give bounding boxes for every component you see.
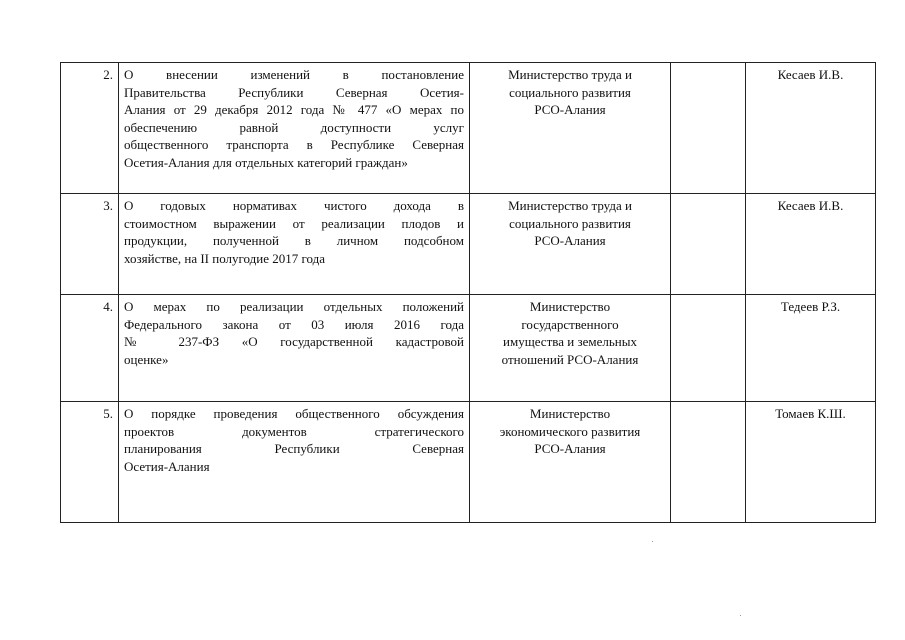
title-line: обеспечению равной доступности услуг [124,119,464,135]
ministry-line: отношений РСО-Алания [501,351,639,367]
ministry-line: социального развития [509,215,631,231]
title-line: хозяйстве, на II полугодие 2017 года [124,250,326,266]
ministry-line: Министерство труда и [508,198,632,213]
responsible-person: Тедеев Р.З. [746,295,876,402]
title-line: О внесении изменений в постановление [124,67,464,82]
ministry-line: РСО-Алания [534,441,606,456]
table-row [61,194,876,295]
responsible-ministry [470,295,671,402]
title-line: О годовых нормативах чистого дохода в [124,198,464,213]
ministry-line: Министерство [529,406,611,421]
title-line: планирования Республики Северная [124,441,464,456]
agenda-item-title [119,63,470,194]
responsible-ministry [470,194,671,295]
agenda-item-title [119,402,470,523]
title-line: Алания от 29 декабря 2012 года № 477 «О мерах по [124,102,464,117]
responsible-person: Кесаев И.В. [746,194,876,295]
ministry-line: социального развития [509,84,631,100]
title-line: проектов документов стратегического [124,423,464,439]
title-line: стоимостном выражении от реализации плодов и [124,215,464,231]
responsible-ministry [470,402,671,523]
table-row [61,402,876,523]
ministry-line: РСО-Алания [534,102,606,117]
agenda-table [60,62,876,523]
responsible-ministry [470,63,671,194]
empty-cell [671,295,746,402]
title-line: Осетия-Алания [124,458,210,474]
title-line: общественного транспорта в Республике Северная [124,137,464,152]
ministry-line: Министерство труда и [508,67,632,82]
agenda-item-title [119,194,470,295]
scan-speck [652,541,653,542]
title-line: О порядке проведения общественного обсуждения [124,406,464,421]
responsible-person: Томаев К.Ш. [746,402,876,523]
row-number: 5. [61,402,119,523]
ministry-line: РСО-Алания [534,233,606,248]
row-number: 3. [61,194,119,295]
empty-cell [671,63,746,194]
title-line: Федерального закона от 03 июля 2016 года [124,316,464,332]
ministry-line: государственного [521,316,619,332]
title-line: Правительства Республики Северная Осетия- [124,84,464,100]
empty-cell [671,194,746,295]
responsible-person: Кесаев И.В. [746,63,876,194]
row-number: 4. [61,295,119,402]
ministry-line: Министерство [529,299,611,314]
title-line: Осетия-Алания для отдельных категорий граждан» [124,154,408,170]
title-line: О мерах по реализации отдельных положений [124,299,464,314]
table-row [61,63,876,194]
title-line: оценке» [124,351,169,367]
ministry-line: имущества и земельных [503,334,637,349]
ministry-line: экономического развития [499,423,641,439]
table-row [61,295,876,402]
empty-cell [671,402,746,523]
agenda-item-title [119,295,470,402]
title-line: продукции, полученной в личном подсобном [124,233,464,248]
row-number: 2. [61,63,119,194]
title-line: № 237-ФЗ «О государственной кадастровой [124,334,464,349]
scan-speck [740,615,741,616]
